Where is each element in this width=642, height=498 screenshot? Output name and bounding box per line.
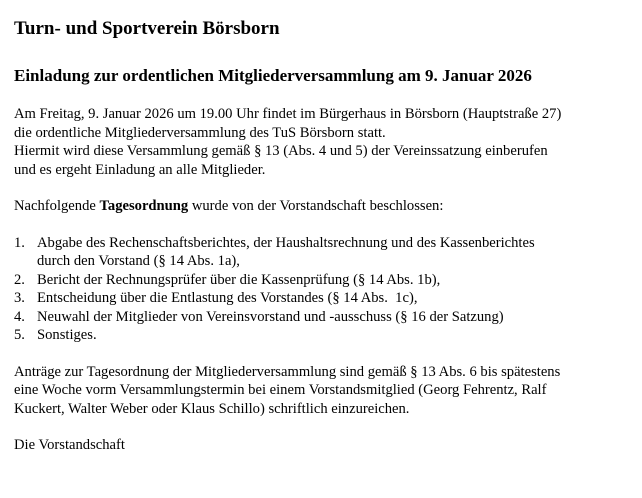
agenda-item <box>14 326 634 345</box>
intro-line: Hiermit wird diese Versammlung gemäß § 13 (Abs. 4 und 5) der Vereinssatzung einberufen <box>14 143 548 159</box>
invitation-title: Einladung zur ordentlichen Mitgliederversammlung am 9. Januar 2026 <box>14 66 532 85</box>
agenda-item-number: 3. <box>14 290 25 306</box>
motions-line: Kuckert, Walter Weber oder Klaus Schillo) schriftlich einzureichen. <box>14 400 410 417</box>
agenda-item-text: Bericht der Rechnungsprüfer über die Kassenprüfung (§ 14 Abs. 1b), <box>37 271 441 288</box>
motions-line: eine Woche vorm Versammlungstermin bei einem Vorstandsmitglied (Georg Fehrentz, Ralf <box>14 382 547 398</box>
agenda-item <box>14 271 634 290</box>
agenda-item <box>14 289 634 308</box>
intro-line: und es ergeht Einladung an alle Mitglieder. <box>14 161 266 178</box>
motions-paragraph <box>14 363 634 419</box>
agenda-item-line: durch den Vorstand (§ 14 Abs. 1a), <box>37 253 240 269</box>
agenda-list <box>14 234 634 345</box>
agenda-intro-paragraph <box>14 197 634 216</box>
agenda-item-text: Entscheidung über die Entlastung des Vorstandes (§ 14 Abs. 1c), <box>37 290 418 306</box>
agenda-item <box>14 308 634 327</box>
agenda-item-number: 2. <box>14 271 25 288</box>
signature: Die Vorstandschaft <box>14 437 125 453</box>
motions-line: Anträge zur Tagesordnung der Mitgliederversammlung sind gemäß § 13 Abs. 6 bis spätestens <box>14 363 561 380</box>
agenda-item-number: 5. <box>14 327 25 343</box>
agenda-intro-text: wurde von der Vorstandschaft beschlossen: <box>188 198 444 214</box>
agenda-item-text: Neuwahl der Mitglieder von Vereinsvorstand und -ausschuss (§ 16 der Satzung) <box>37 308 504 325</box>
agenda-item <box>14 234 634 271</box>
agenda-item-line: Abgabe des Rechenschaftsberichtes, der Haushaltsrechnung und des Kassenberichtes <box>37 234 535 251</box>
agenda-intro-text: Nachfolgende <box>14 198 100 214</box>
agenda-item-text <box>37 234 634 271</box>
agenda-keyword: Tagesordnung <box>99 198 189 214</box>
agenda-item-number: 4. <box>14 308 25 325</box>
intro-paragraph <box>14 105 634 179</box>
club-name-heading: Turn- und Sportverein Börsborn <box>14 18 280 39</box>
document <box>14 18 634 455</box>
agenda-item-text: Sonstiges. <box>37 327 97 343</box>
agenda-item-number: 1. <box>14 234 25 251</box>
intro-line: Am Freitag, 9. Januar 2026 um 19.00 Uhr findet im Bürgerhaus in Börsborn (Hauptstraße 27) <box>14 106 562 122</box>
intro-line: die ordentliche Mitgliederversammlung des TuS Börsborn statt. <box>14 124 386 141</box>
